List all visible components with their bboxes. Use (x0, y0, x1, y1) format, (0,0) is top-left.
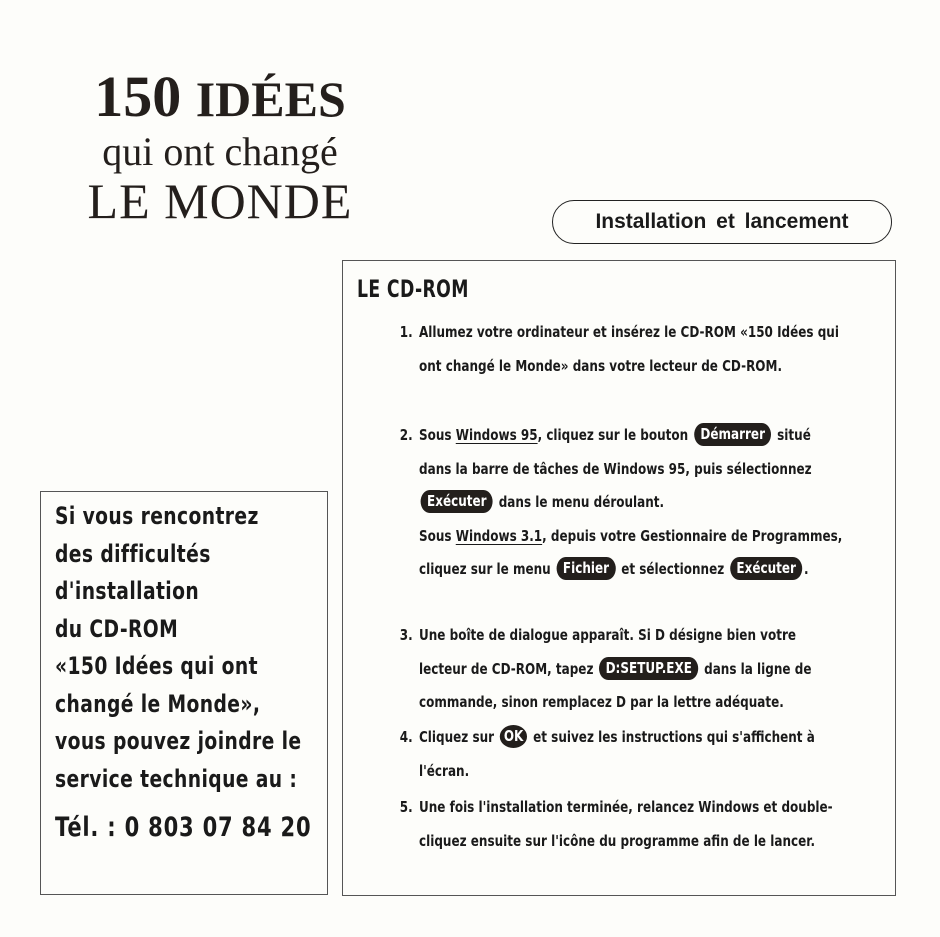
executer-button-2: Exécuter (730, 557, 802, 580)
demarrer-button: Démarrer (694, 423, 771, 446)
windows31-link: Windows 3.1 (455, 526, 543, 545)
title-line-3: LE MONDE (87, 173, 353, 229)
fichier-button: Fichier (557, 557, 616, 580)
title-number: 150 (94, 64, 182, 129)
title-line-2: qui ont changé (102, 129, 338, 174)
cdrom-heading: LE CD-ROM (357, 275, 469, 303)
step-2: 2. Sous Windows 95, cliquez sur le bouton Démarrer situé dans la barre de tâches de Windows 95, puis sélectionnez Exécuter dans le menu déroulant. Sous Windows 3.1, depuis votre Gestionnaire de Programmes, cliquez sur le menu Fichier et sélectionnez Exécuter . (399, 425, 843, 578)
support-phone: Tél. : 0 803 07 84 20 (55, 812, 312, 843)
step-1: 1. Allumez votre ordinateur et insérez le CD-ROM «150 Idées qui ont changé le Monde» dans votre lecteur de CD-ROM. (399, 323, 839, 375)
ok-button: OK (500, 725, 527, 748)
title-line-1 (70, 66, 370, 130)
product-title (70, 66, 370, 228)
support-text: Si vous rencontrez des difficultés d'installation du CD-ROM «150 Idées qui ont changé le Monde», vous pouvez joindre le service technique au : (55, 502, 302, 793)
windows95-link: Windows 95 (455, 426, 538, 444)
title-word: IDÉES (195, 71, 346, 127)
cdrom-instructions-box (342, 260, 896, 896)
step-5: 5. Une fois l'installation terminée, relancez Windows et double-cliquez ensuite sur l'icône du programme afin de le lancer. (399, 798, 833, 850)
step-4: 4. Cliquez sur OK et suivez les instructions qui s'affichent à l'écran. (399, 727, 815, 780)
section-label: Installation et lancement (552, 200, 892, 244)
support-box (40, 491, 328, 895)
step-3: 3. Une boîte de dialogue apparaît. Si D désigne bien votre lecteur de CD-ROM, tapez D:SETUP.EXE dans la ligne de commande, sinon remplacez D par la lettre adéquate. (399, 626, 812, 711)
executer-button: Exécuter (421, 490, 493, 513)
setup-command: D:SETUP.EXE (599, 657, 698, 680)
